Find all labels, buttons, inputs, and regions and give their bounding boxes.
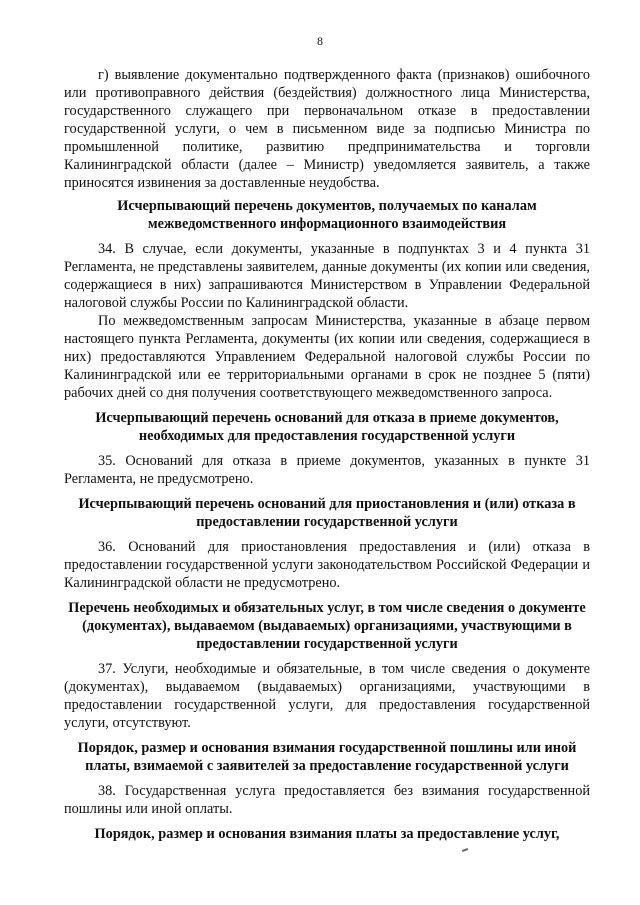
paragraph-38: 38. Государственная услуга предоставляется без взимания государственной пошлины или иной оплаты. bbox=[64, 783, 590, 817]
scan-mark bbox=[462, 848, 468, 852]
heading-state-fee: Порядок, размер и основания взимания государственной пошлины или иной платы, взимаемой с заявителей за предоставление государственной услуги bbox=[77, 740, 577, 774]
page-number: 8 bbox=[317, 34, 323, 48]
paragraph-item-g: г) выявление документально подтвержденного факта (признаков) ошибочного или противоправного действия (бездействия) должностного лица Министерства, государственного служащего при первоначальном отказе в предоставлении государственной услуги, о чем в письменном виде за подписью Министра по промышленной политике, развитию предпринимательства и торговли Калининградской области (далее – Министр) уведомляется заявитель, а также приносятся извинения за доставленные неудобства. bbox=[64, 67, 590, 191]
paragraph-36: 36. Оснований для приостановления предоставления и (или) отказа в предоставлении государственной услуги законодательством Российской Федерации и Калининградской области не предусмотрено. bbox=[64, 539, 590, 591]
heading-refusal-grounds: Исчерпывающий перечень оснований для отказа в приеме документов, необходимых для предоставления государственной услуги bbox=[95, 410, 559, 444]
paragraph-34: 34. В случае, если документы, указанные в подпунктах 3 и 4 пункта 31 Регламента, не представлены заявителем, данные документы (их копии или сведения, содержащиеся в них) запрашиваются Министерством в Управлении Федеральной налоговой службы России по Калининградской области. bbox=[64, 241, 590, 311]
document-body bbox=[64, 66, 590, 850]
heading-required-services: Перечень необходимых и обязательных услуг, в том числе сведения о документе (документах), выдаваемом (выдаваемых) организациями, участвующими в предоставлении государственной услуги bbox=[68, 600, 586, 652]
heading-suspension-grounds: Исчерпывающий перечень оснований для приостановления и (или) отказа в предоставлении государственной услуги bbox=[78, 496, 576, 530]
paragraph-37: 37. Услуги, необходимые и обязательные, в том числе сведения о документе (документах), выдаваемом (выдаваемых) организациями, участвующими в предоставлении государственной услуги, для предоставления государственной услуги, отсутствуют. bbox=[64, 661, 590, 731]
heading-interagency-documents: Исчерпывающий перечень документов, получаемых по каналам межведомственного информационного взаимодействия bbox=[117, 198, 537, 232]
heading-service-fee: Порядок, размер и основания взимания платы за предоставление услуг, bbox=[94, 826, 560, 842]
paragraph-34-interagency-requests: По межведомственным запросам Министерства, указанные в абзаце первом настоящего пункта Регламента, документы (их копии или сведения, содержащиеся в них) предоставляются Управлением Федеральной налоговой службы России по Калининградской или ее территориальными органами в срок не позднее 5 (пяти) рабочих дней со дня получения соответствующего межведомственного запроса. bbox=[64, 313, 590, 401]
paragraph-35: 35. Оснований для отказа в приеме документов, указанных в пункте 31 Регламента, не предусмотрено. bbox=[64, 453, 590, 487]
